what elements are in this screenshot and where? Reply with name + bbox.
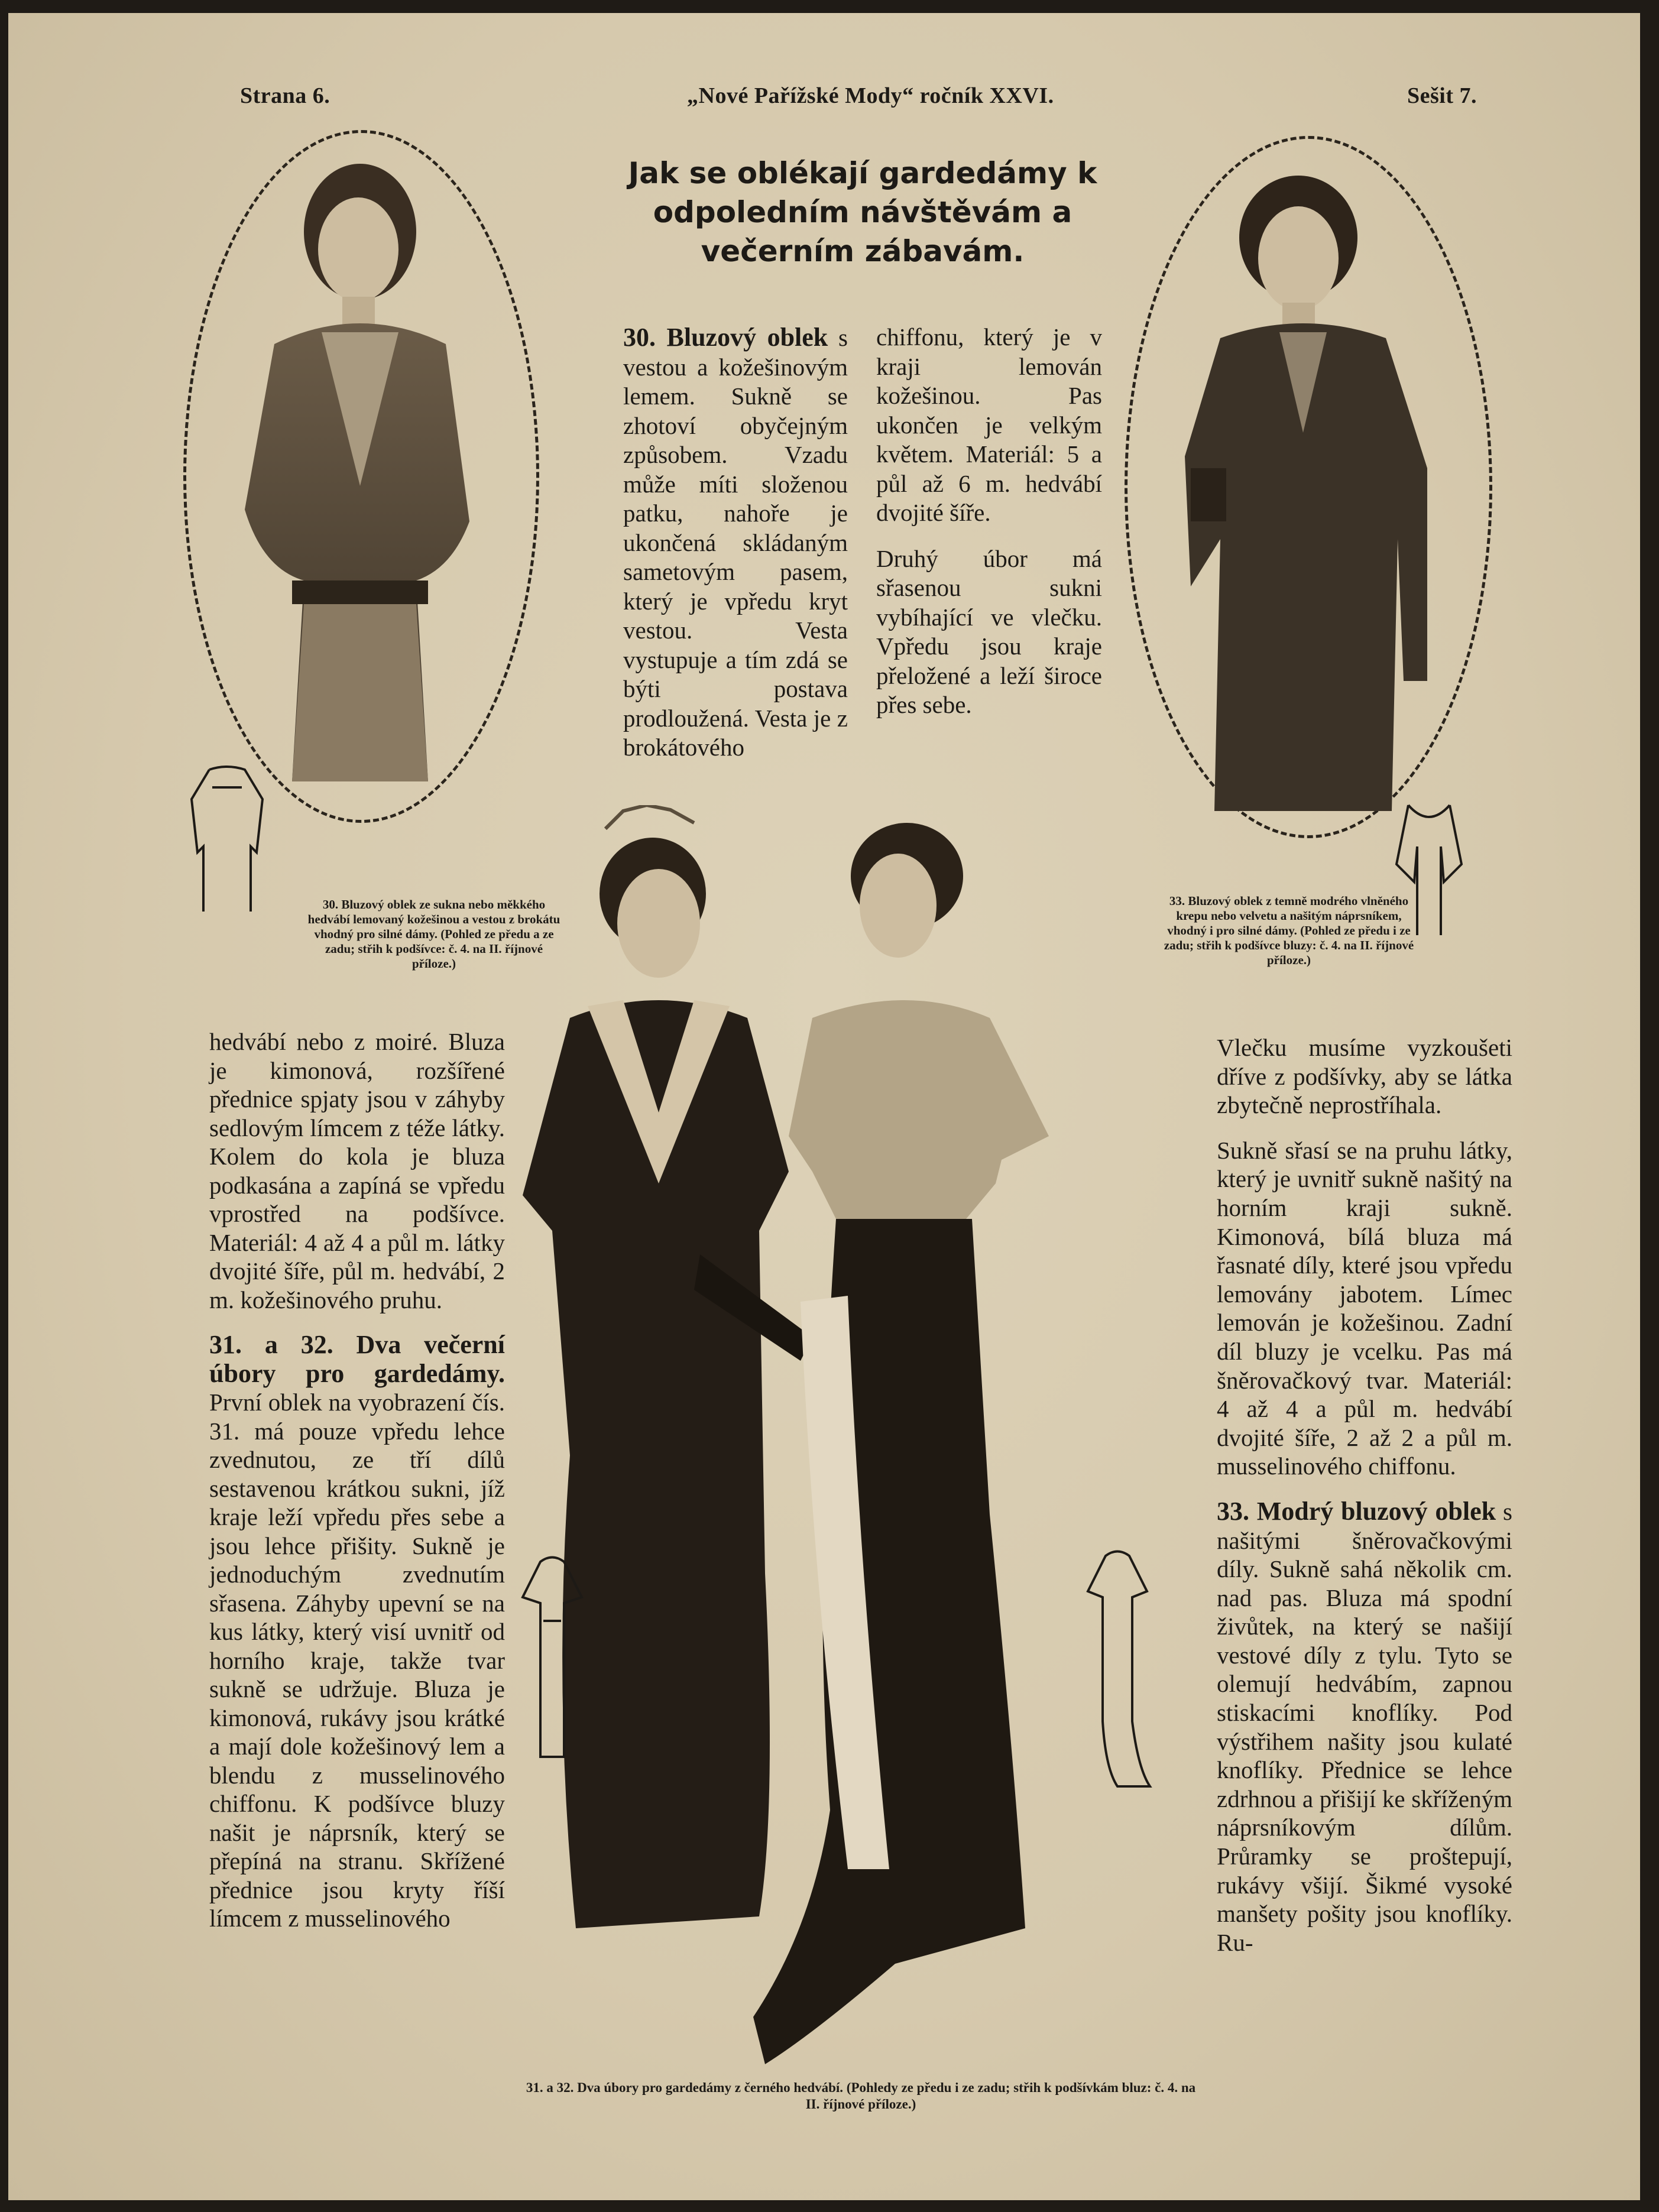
caption-fig-31-32: 31. a 32. Dva úbory pro gardedámy z černého hedvábí. (Pohledy ze předu i ze zadu; střih k podšívkám bluz: č. 4. na II. říjnové příloze.) <box>526 2080 1196 2112</box>
caption-fig-30: 30. Bluzový oblek ze sukna nebo měkkého hedvábí lemovaný kožešinou a vestou z brokátu vhodný pro silné dámy. (Pohled ze předu a ze zadu; střih k podšívce: č. 4. na II. říjnové příloze.) <box>307 897 560 971</box>
issue-number: Sešit 7. <box>1407 83 1477 108</box>
paragraph-skirt-32: Sukně sřasí se na pruhu látky, který je uvnitř sukně našitý na horním kraji sukně. Kimonová, bílá bluza má řasnaté díly, které jsou vpředu lemovány jabotem. Límec lemován je kožešinou. Zadní díl bluzy je vcelku. Pas má šněrovačkový tvar. Materiál: 4 až 4 a půl m. hedvábí dvojité šíře, 2 až 2 a půl m. musselinového chiffonu. <box>1217 1136 1512 1480</box>
paragraph-train: Vlečku musíme vyzkoušeti dříve z podšívky, aby se látka zbytečně neprostříhala. <box>1217 1034 1512 1119</box>
article-column-top-right <box>876 323 1102 737</box>
section-lead-30: 30. Bluzový oblek <box>623 323 828 352</box>
caption-fig-33: 33. Bluzový oblek z temně modrého vlněného krepu nebo velvetu a našitým náprsníkem, vhodný i pro silné dámy. (Pohled ze předu i ze zadu; střih k podšívce bluzy: č. 4. na II. říjnové příloze.) <box>1164 894 1414 967</box>
fashion-photo-33 <box>1149 161 1469 817</box>
fashion-photo-30 <box>203 155 517 799</box>
paragraph-continued-30: hedvábí nebo z moiré. Bluza je kimonová, rozšířené přednice spjaty jsou v záhyby sedlovým límcem z téže látky. Kolem do kola je bluza podkasána a zapíná se vpředu vprostřed na podšívce. Materiál: 4 až 4 a půl m. látky dvojité šíře, půl m. hedvábí, 2 m. kožešinového pruhu. <box>209 1028 505 1313</box>
section-lead-31-32: 31. a 32. Dva večerní úbory pro gardedámy. <box>209 1330 505 1388</box>
fashion-photo-31-32 <box>481 805 1208 2076</box>
article-column-top-left <box>623 323 848 779</box>
paragraph-30: s vestou a kožešinovým lemem. Sukně se zhotoví obyčejným způsobem. Vzadu může míti složenou patku, nahoře je ukončená skládaným sametovým pasem, který je vpředu kryt vestou. Vesta vystupuje a tím zdá se býti postava prodloužená. Vesta je z brokátového <box>623 324 848 761</box>
paragraph-second-outfit: Druhý úbor má sřasenou sukni vybíhající ve vlečku. Vpředu jsou kraje přeložené a leží široce přes sebe. <box>876 544 1102 718</box>
article-title: Jak se oblékají gardedámy k odpoledním návštěvám a večerním zábavám. <box>628 156 1097 268</box>
back-view-sketch-32 <box>1082 1544 1153 1792</box>
back-view-sketch-31 <box>517 1550 588 1763</box>
section-lead-33: 33. Modrý bluzový oblek <box>1217 1496 1496 1526</box>
paragraph-materials-30: chiffonu, který je v kraji lemován kožešinou. Pas ukončen je velkým květem. Materiál: 5 a půl až 6 m. hedvábí dvojité šíře. <box>876 323 1102 526</box>
magazine-page <box>8 13 1640 2200</box>
magazine-running-title: „Nové Pařížské Mody“ ročník XXVI. <box>687 83 1054 108</box>
paragraph-31-32: První oblek na vyobrazení čís. 31. má pouze vpředu lehce zvednutou, ze tří dílů sestavenou krátkou sukni, jíž kraje leží vpředu přes sebe a jsou lehce přišity. Sukně je jednoduchým zvednutím sřasena. Záhyby upevní se na kus látky, který visí uvnitř od horního kraje, takže tvar sukně se udržuje. Bluza je kimonová, rukávy jsou krátké a mají dole kožešinový lem a blendu z musselinového chiffonu. K podšívce bluzy našit je náprsník, který se přepíná na stranu. Skřížené přednice jsou kryty říší límcem z musselinového <box>209 1389 505 1932</box>
back-view-sketch-30 <box>186 764 268 917</box>
article-column-bottom-left <box>209 1027 505 1950</box>
article-column-bottom-right <box>1217 1033 1512 1973</box>
page-number: Strana 6. <box>240 83 330 108</box>
paragraph-33: s našitými šněrovačkovými díly. Sukně sahá několik cm. nad pas. Bluza má spodní živůtek, na který se našijí vestové díly z tylu. Tyto se olemují hedvábím, zapnou stiskacími knoflíky. Pod výstřihem našity jsou kulaté knoflíky. Přednice se lehce zdrhnou a přišijí ke skříženým náprsníkovým dílům. Průramky se proštepují, rukávy všijí. Šikmé vysoké manšety pošity jsou knoflíky. Ru- <box>1217 1497 1512 1956</box>
